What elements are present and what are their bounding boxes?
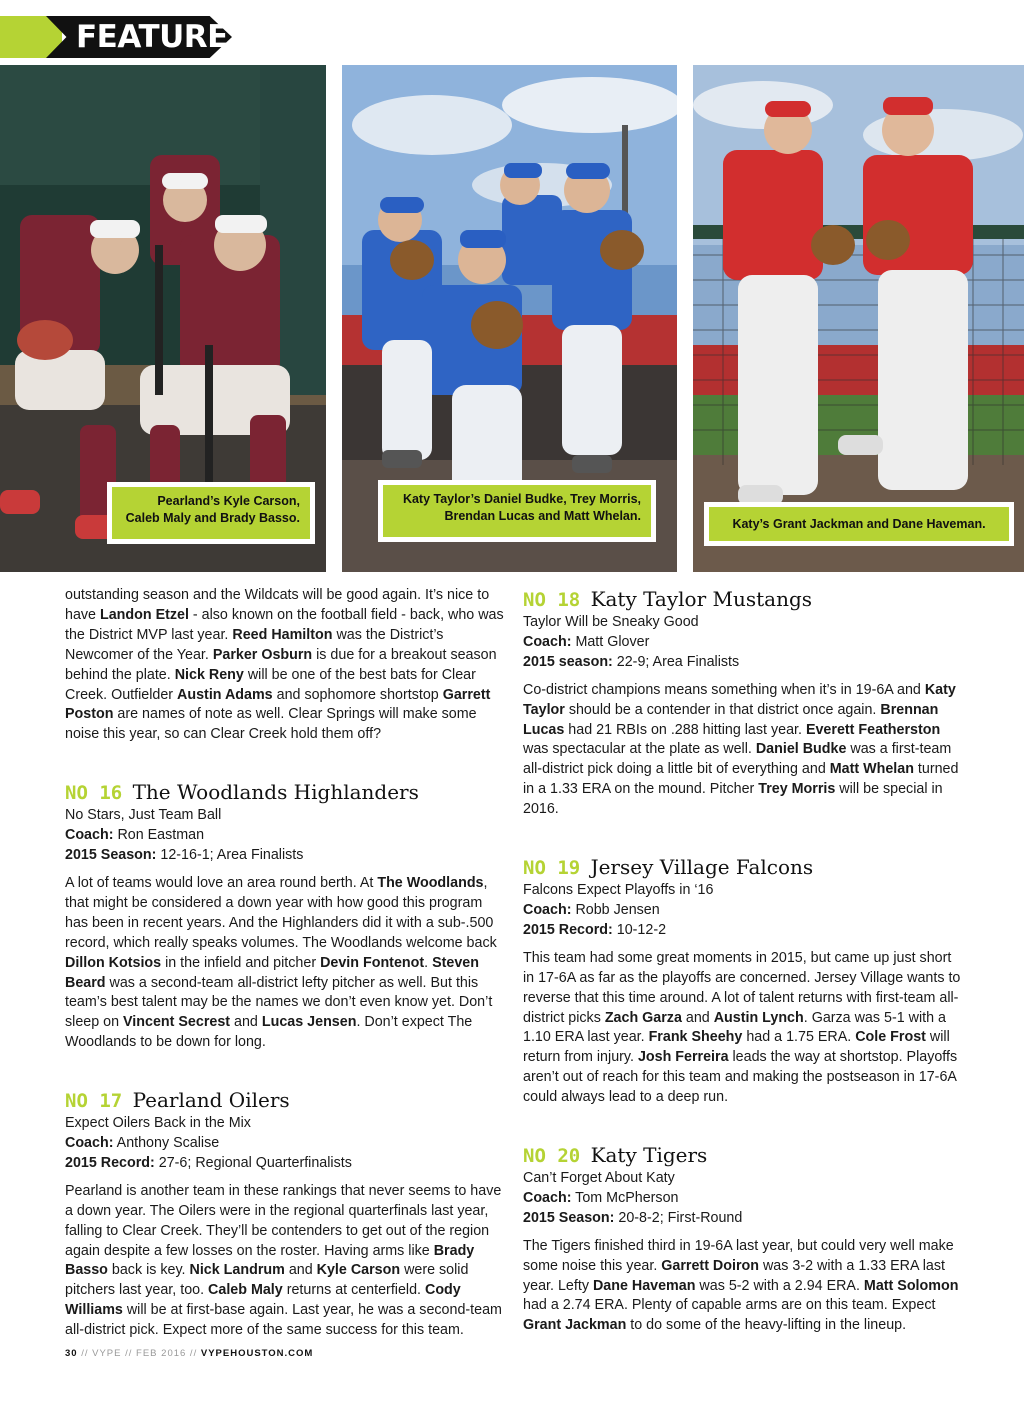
text-run: should be a contender in that district once again. (564, 701, 881, 718)
coach-line (65, 1134, 505, 1154)
text-run: outstanding season and the Wildcats will be good again. It’s nice to have (65, 587, 490, 623)
player-name: Reed Hamilton (232, 626, 333, 643)
player-name: Frank Sheehy (648, 1029, 743, 1046)
team-name: Pearland Oilers (132, 1088, 290, 1113)
season-line (523, 653, 963, 673)
player-name: Josh Ferreira (637, 1049, 729, 1066)
section-heading (65, 779, 505, 806)
caption-line: Caleb Maly and Brady Basso. (125, 511, 300, 525)
text-run: will be at first-base again. Last year, he was a second-team all-district pick. Expect more of the same success for this team. (65, 1302, 502, 1339)
section-tagline: Taylor Will be Sneaky Good (523, 614, 699, 630)
text-run: to do some of the heavy-lifting in the lineup. (626, 1317, 907, 1334)
player-name: Dillon Kotsios (65, 954, 162, 971)
page-footer (65, 1348, 313, 1359)
section-heading (65, 1087, 505, 1114)
coach-name: Ron Eastman (113, 827, 205, 844)
section-body (523, 1237, 963, 1337)
player-name: Cody Williams (65, 1282, 461, 1319)
season-line (523, 921, 963, 941)
coach-line (523, 633, 963, 653)
issue-date: FEB 2016 (136, 1348, 187, 1359)
ranking-section-19 (523, 854, 963, 1108)
coach-name: Tom McPherson (571, 1189, 679, 1206)
coach-label: Coach: (65, 827, 114, 844)
player-name: Nick Landrum (189, 1262, 285, 1279)
text-run: was a first-team all-district pick doing a little bit of everything and (523, 741, 952, 778)
caption-line: Katy’s Grant Jackman and Dane Haveman. (732, 517, 986, 531)
text-run: had a 2.74 ERA. Plenty of capable arms are on this team. Expect (523, 1297, 936, 1314)
season-value: 12-16-1; Area Finalists (156, 847, 304, 864)
player-name: The Woodlands (377, 874, 484, 891)
ranking-section-18 (523, 586, 963, 820)
coach-line (523, 1189, 963, 1209)
text-run: was the District’s Newcomer of the Year. (65, 626, 444, 663)
season-line (523, 1209, 963, 1229)
season-value: 22-9; Area Finalists (612, 653, 740, 670)
season-value: 10-12-2 (612, 921, 667, 938)
page-number: 30 (65, 1348, 78, 1359)
team-name: Jersey Village Falcons (590, 855, 814, 880)
player-name: Matt Solomon (863, 1277, 959, 1294)
season-label: 2015 Record: (65, 1154, 155, 1171)
coach-name: Matt Glover (571, 633, 650, 650)
section-heading (523, 854, 963, 881)
text-run: This team had some great moments in 2015, but came up just short in 17-6A as far as the playoffs are concerned. Jersey Village wants to reverse that this time around. A lot of talent returns with first-team all-district picks (523, 949, 961, 1026)
section-body (65, 874, 505, 1053)
rank-number: NO 17 (65, 1090, 123, 1113)
player-name: Everett Featherston (805, 721, 941, 738)
player-name: Trey Morris (758, 781, 836, 798)
player-name: Brady Basso (65, 1242, 475, 1279)
text-run: were solid pitchers last year, too. (65, 1262, 469, 1299)
rank-number: NO 16 (65, 782, 123, 805)
season-line (65, 1154, 505, 1174)
player-name: Zach Garza (604, 1009, 682, 1026)
text-run: , that might be considered a down year with how good this program has been in recent years. And the Highlanders did it with a sub-.500 record, which really speaks volumes. The Woodlands welcome back (65, 874, 497, 951)
ranking-section-16 (65, 779, 505, 1053)
ranking-section-20 (523, 1142, 963, 1336)
player-name: Kyle Carson (316, 1262, 401, 1279)
coach-line (65, 826, 505, 846)
section-body (65, 1182, 505, 1341)
text-run: . Garza was 5-1 with a 1.10 ERA last year. (523, 1009, 946, 1046)
player-name: Daniel Budke (755, 741, 847, 758)
text-run: turned in a 1.33 ERA on the mound. Pitcher (523, 761, 959, 798)
season-line (65, 846, 505, 866)
text-run: will be special in 2016. (523, 781, 943, 818)
player-name: Garrett Poston (65, 686, 491, 723)
text-run: and (681, 1009, 714, 1026)
player-name: Steven Beard (65, 954, 479, 991)
player-name: Austin Adams (177, 686, 273, 703)
coach-label: Coach: (523, 1189, 572, 1206)
coach-name: Anthony Scalise (113, 1135, 220, 1152)
text-run: was 5-2 with a 2.94 ERA. (695, 1277, 864, 1294)
section-heading (523, 1142, 963, 1169)
caption-line: Katy Taylor’s Daniel Budke, Trey Morris, (402, 492, 641, 506)
text-run: was spectacular at the plate as well. (523, 741, 756, 758)
coach-line (523, 901, 963, 921)
text-run: was a second-team all-district lefty pitcher as well. But this team’s best talent may be the names we don’t even know yet. Don’t sleep on (65, 974, 493, 1031)
text-run: are names of note as well. Clear Springs will make some noise this year, so can Clear Creek hold them off? (65, 706, 477, 743)
player-name: Dane Haveman (592, 1277, 696, 1294)
text-run: and (284, 1262, 317, 1279)
team-name: Katy Tigers (590, 1143, 708, 1168)
player-name: Caleb Maly (208, 1282, 283, 1299)
caption-line: Brendan Lucas and Matt Whelan. (444, 509, 641, 523)
season-value: 20-8-2; First-Round (614, 1209, 743, 1226)
text-run: The Tigers finished third in 19-6A last year, but could very well make some noise this year. (523, 1237, 954, 1274)
feature-tab (0, 16, 232, 58)
caption-line: Pearland’s Kyle Carson, (157, 494, 300, 508)
player-name: Austin Lynch (713, 1009, 804, 1026)
season-value: 27-6; Regional Quarterfinalists (154, 1154, 352, 1171)
text-run: will return from injury. (523, 1029, 950, 1066)
website-link[interactable]: VYPEHOUSTON.COM (200, 1348, 314, 1359)
ranking-section-17 (65, 1087, 505, 1341)
player-name: Lucas Jensen (261, 1014, 357, 1031)
coach-name: Robb Jensen (571, 901, 660, 918)
photo-caption-katy (704, 502, 1014, 546)
photo-katy-players (693, 65, 1024, 572)
text-run: and (230, 1014, 262, 1031)
player-name: Vincent Secrest (123, 1014, 231, 1031)
text-run: had a 1.75 ERA. (742, 1029, 856, 1046)
text-run: in the infield and pitcher (161, 954, 321, 971)
season-label: 2015 Season: (65, 847, 157, 864)
text-run: A lot of teams would love an area round berth. At (65, 874, 378, 891)
team-name: The Woodlands Highlanders (132, 780, 419, 805)
player-name: Garrett Doiron (661, 1257, 759, 1274)
coach-label: Coach: (523, 633, 572, 650)
player-name: Parker Osburn (212, 646, 313, 663)
season-label: 2015 Record: (523, 921, 613, 938)
text-run: Pearland is another team in these rankings that never seems to have a down year. The Oilers were in the regional quarterfinals last year, falling to Clear Creek. They’ll be contenders to get out of the region again despite a few losses on the roster. Having arms like (65, 1182, 502, 1259)
article-column-left (65, 586, 505, 1341)
section-body (523, 681, 963, 820)
photo-caption-pearland (107, 482, 315, 544)
rank-number: NO 19 (523, 857, 581, 880)
section-heading (523, 586, 963, 613)
player-name: Brennan Lucas (523, 701, 939, 738)
coach-label: Coach: (65, 1135, 114, 1152)
text-run: was 3-2 with a 1.33 ERA last year. Lefty (523, 1257, 945, 1294)
section-tagline: Can’t Forget About Katy (523, 1170, 675, 1187)
section-tagline: Expect Oilers Back in the Mix (65, 1115, 251, 1132)
text-run: leads the way at shortstop. Playoffs aren’t out of reach for this team and making the postseason in 17-6A could always lead to a deep run. (523, 1049, 958, 1106)
section-tagline: No Stars, Just Team Ball (65, 807, 222, 824)
player-name: Matt Whelan (829, 761, 914, 778)
season-label: 2015 Season: (523, 1209, 615, 1226)
text-run: . (424, 954, 433, 971)
player-name: Nick Reny (174, 666, 244, 683)
player-name: Grant Jackman (523, 1317, 627, 1334)
text-run: and sophomore shortstop (272, 686, 443, 703)
text-run: . Don’t expect The Woodlands to be down for long. (65, 1014, 473, 1051)
footer-separator: // VYPE // (77, 1348, 137, 1359)
rank-number: NO 20 (523, 1145, 581, 1168)
text-run: is due for a breakout season behind the plate. (65, 646, 497, 683)
section-body (523, 949, 963, 1108)
text-run: Co-district champions means something when it’s in 19-6A and (523, 681, 925, 698)
article-column-right (523, 586, 963, 1336)
team-name: Katy Taylor Mustangs (590, 587, 813, 611)
coach-label: Coach: (523, 901, 572, 918)
section-tagline: Falcons Expect Playoffs in ‘16 (523, 882, 714, 899)
player-name: Cole Frost (855, 1029, 926, 1046)
text-run: returns at centerfield. (282, 1282, 425, 1299)
text-run: had 21 RBIs on .288 hitting last year. (564, 721, 806, 738)
feature-tab-label: FEATURE (76, 19, 228, 55)
paragraph-continued (65, 586, 505, 745)
rank-number: NO 18 (523, 589, 581, 611)
season-label: 2015 season: (523, 653, 613, 670)
text-run: will be one of the best bats for Clear Creek. Outfielder (65, 666, 476, 703)
text-run: back is key. (107, 1262, 190, 1279)
player-name: Devin Fontenot (320, 954, 425, 971)
footer-separator: // (186, 1348, 201, 1359)
player-name: Landon Etzel (99, 606, 189, 623)
player-name: Katy Taylor (523, 681, 956, 718)
text-run: - also known on the football field - back, who was the District MVP last year. (65, 606, 504, 643)
photo-caption-katy-taylor (378, 480, 656, 542)
